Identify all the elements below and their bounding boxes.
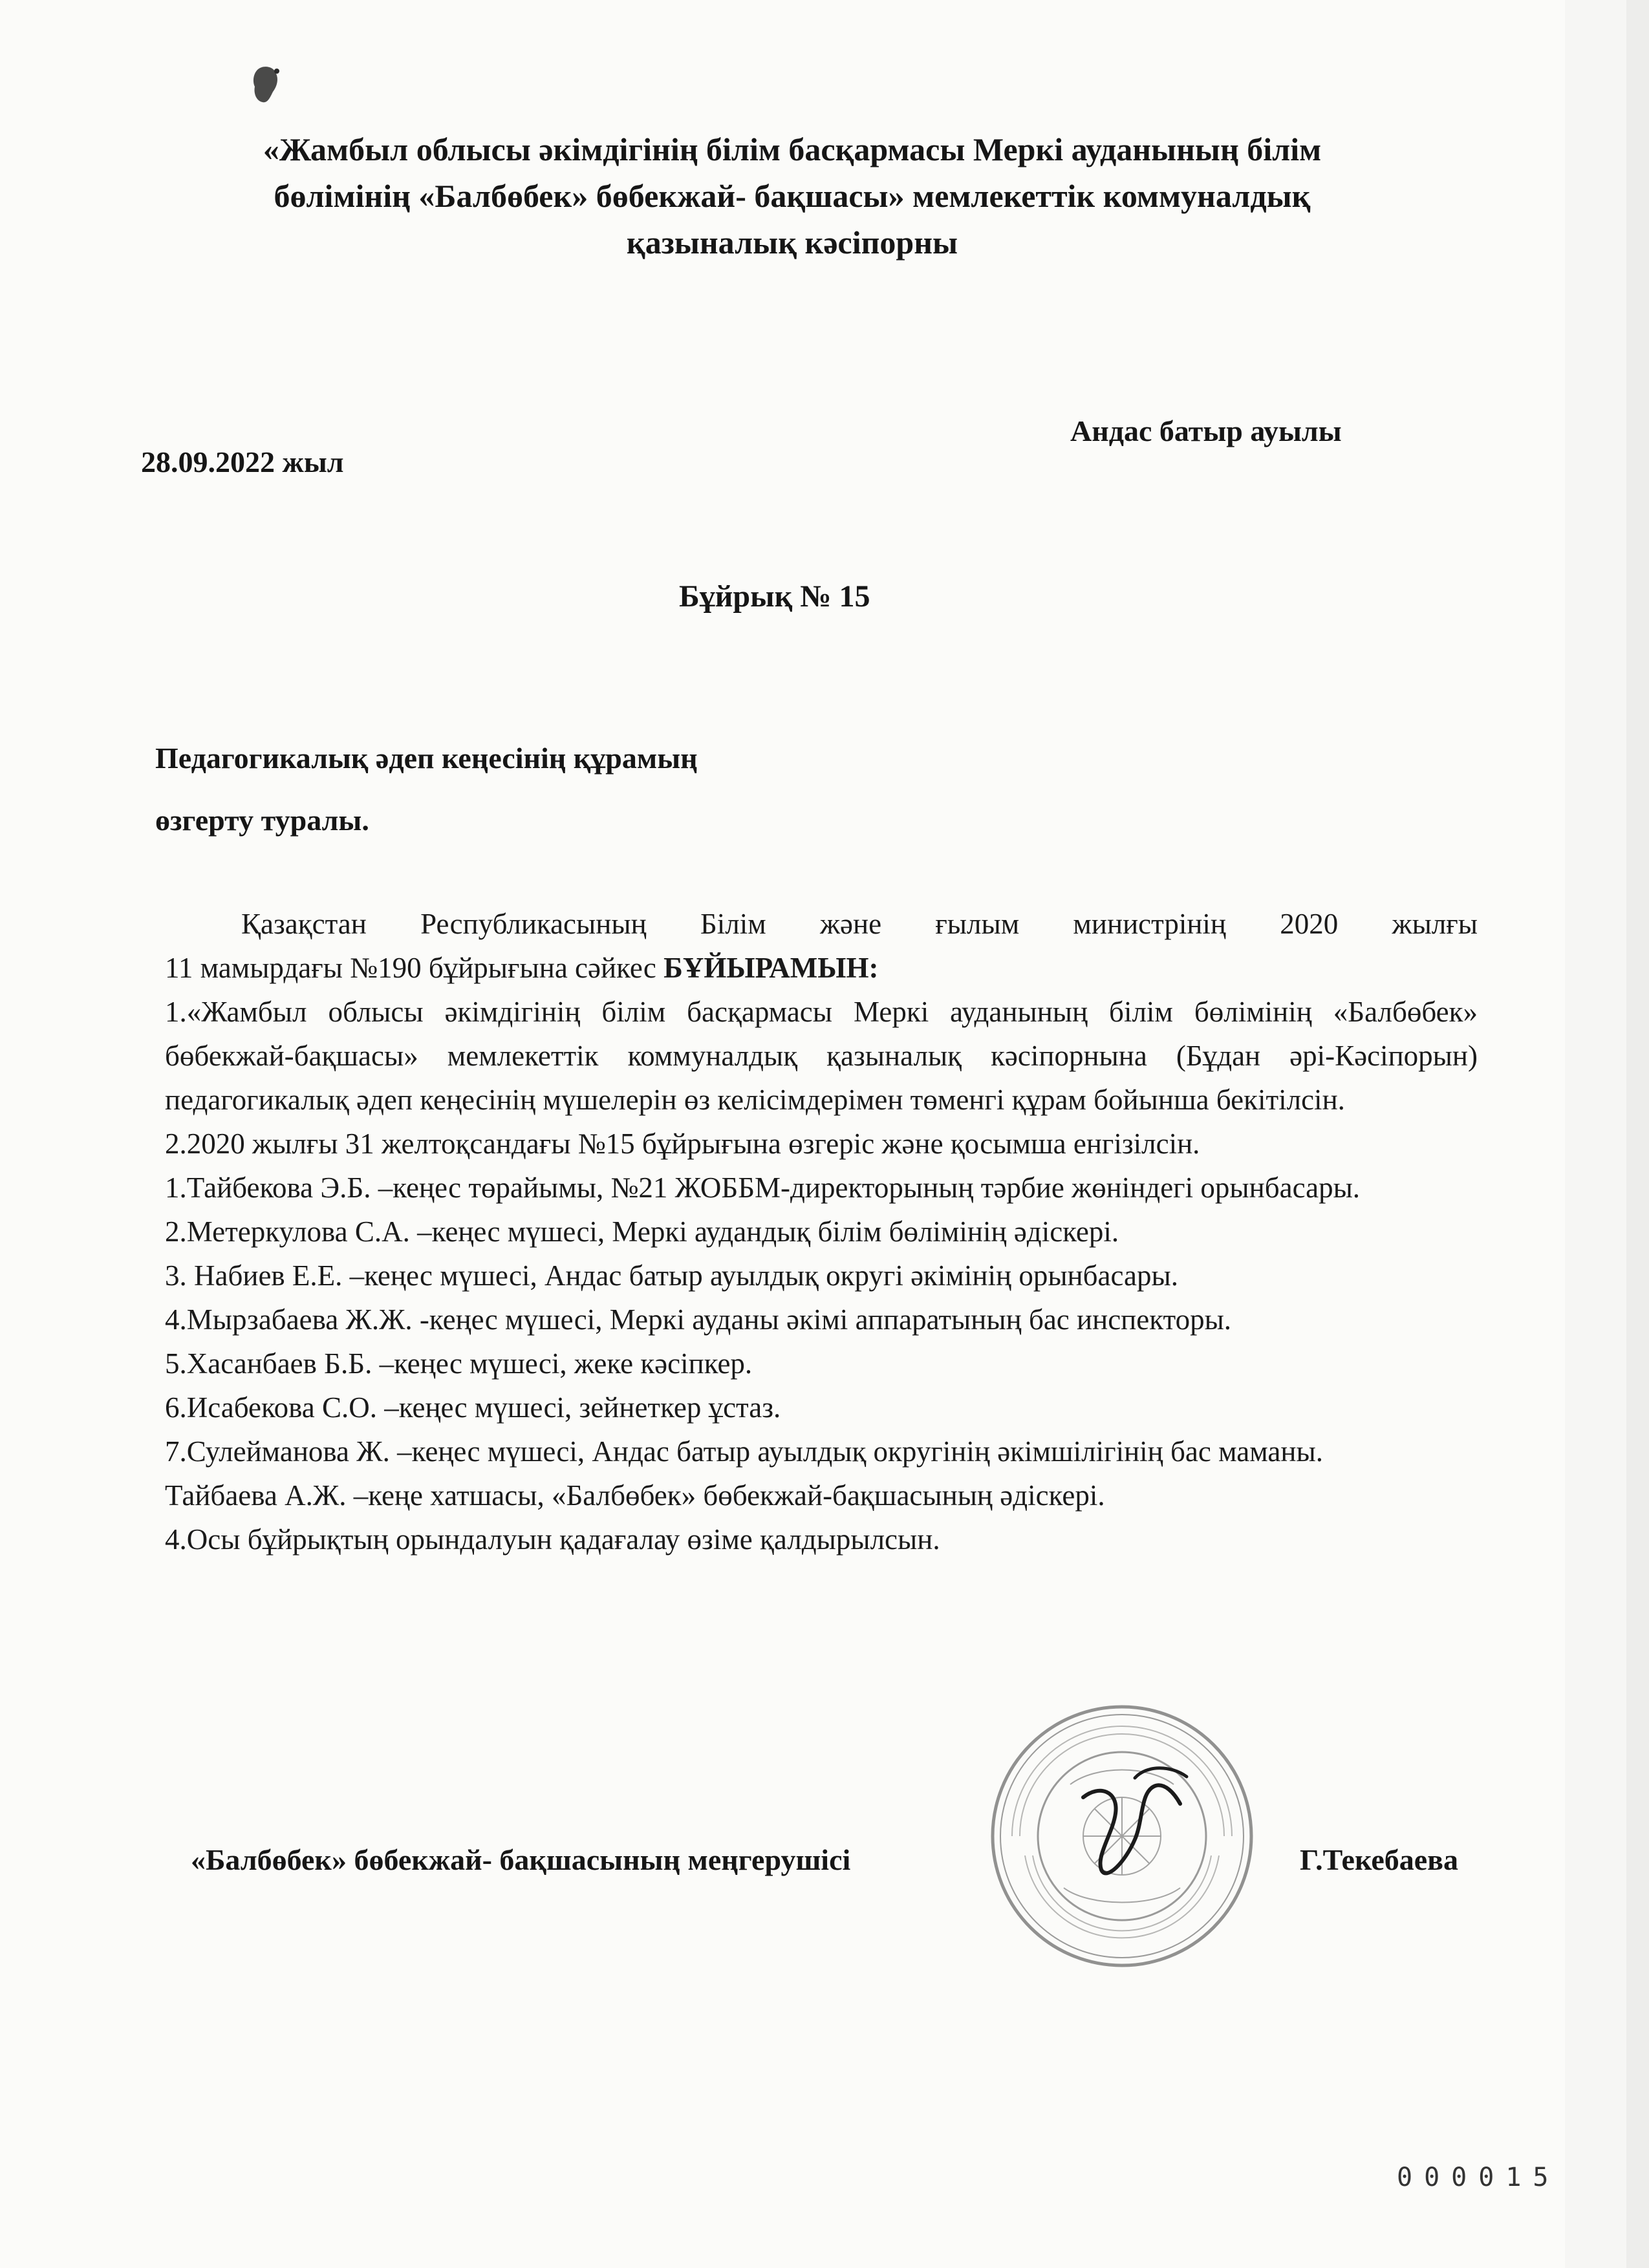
order-subject [155,727,698,851]
scan-speck-mark [251,65,282,107]
member-7: 7.Сулейманова Ж. –кеңес мүшесі, Андас батыр ауылдық округінің әкімшілігінің бас маманы. [165,1435,1323,1468]
signatory-name: Г.Текебаева [1300,1843,1458,1876]
document-serial-number: 000015 [1397,2163,1560,2192]
member-6: 6.Исабекова С.О. –кеңес мүшесі, зейнеткер ұстаз. [165,1391,781,1424]
order-body [165,902,1478,1561]
header-line-2: бөлімінің «Балбөбек» бөбекжай- бақшасы» мемлекеттік коммуналдық [274,178,1311,214]
order-title: Бұйрық № 15 [679,579,870,614]
intro-text: 11 мамырдағы №190 бұйрығына сәйкес [165,952,664,984]
member-5: 5.Хасанбаев Б.Б. –кеңес мүшесі, жеке кәсіпкер. [165,1347,753,1380]
member-1: 1.Тайбекова Э.Б. –кеңес төрайымы, №21 ЖОББМ-директорының тәрбие жөніндегі орынбасары. [165,1171,1361,1204]
member-3: 3. Набиев Е.Е. –кеңес мүшесі, Андас батыр ауылдық округі әкімінің орынбасары. [165,1259,1178,1292]
signatory-position: «Балбөбек» бөбекжай- бақшасының меңгерушісі [191,1843,851,1876]
header-line-3: қазыналық кәсіпорны [626,224,958,261]
subject-line-1: Педагогикалық әдеп кеңесінің құрамың [155,742,698,775]
order-keyword: БҰЙЫРАМЫН: [663,952,879,984]
intro-line-1: Қазақстан Республикасының Білім және ғылым министрінің 2020 жылғы [241,908,1478,940]
document-place: Андас батыр ауылы [1070,414,1342,447]
document-date: 28.09.2022 жыл [141,445,344,478]
paragraph-1: 1.«Жамбыл облысы әкімдігінің білім басқармасы Меркі ауданының білім бөлімінің «Балбөбек» бөбекжай-бақшасы» мемлекеттік коммуналдық қазыналық кәсіпорнына (Бұдан әрі-Кәсіпорын) педагогикалық әдеп кеңесінің мүшелерін өз келісімдерімен төменгі құрам бойынша бекітілсін. [165,996,1478,1116]
member-2: 2.Метеркулова С.А. –кеңес мүшесі, Меркі аудандық білім бөлімінің әдіскері. [165,1215,1119,1248]
paragraph-4: 4.Осы бұйрықтың орындалуын қадағалау өзіме қалдырылсын. [165,1523,940,1556]
member-4: 4.Мырзабаева Ж.Ж. -кеңес мүшесі, Меркі ауданы әкімі аппаратының бас инспекторы. [165,1303,1232,1336]
secretary: Тайбаева А.Ж. –кеңе хатшасы, «Балбөбек» бөбекжай-бақшасының әдіскері. [165,1479,1105,1512]
organization-header [116,126,1468,266]
intro-line-2 [165,946,1478,990]
official-stamp-seal [986,1700,1258,1972]
subject-line-2: өзгерту туралы. [155,804,369,837]
paragraph-2: 2.2020 жылғы 31 желтоқсандағы №15 бұйрығына өзгеріс және қосымша енгізілсін. [165,1128,1200,1160]
scan-edge-shadow [1565,0,1649,2268]
header-line-1: «Жамбыл облысы әкімдігінің білім басқармасы Меркі ауданының білім [263,131,1322,167]
